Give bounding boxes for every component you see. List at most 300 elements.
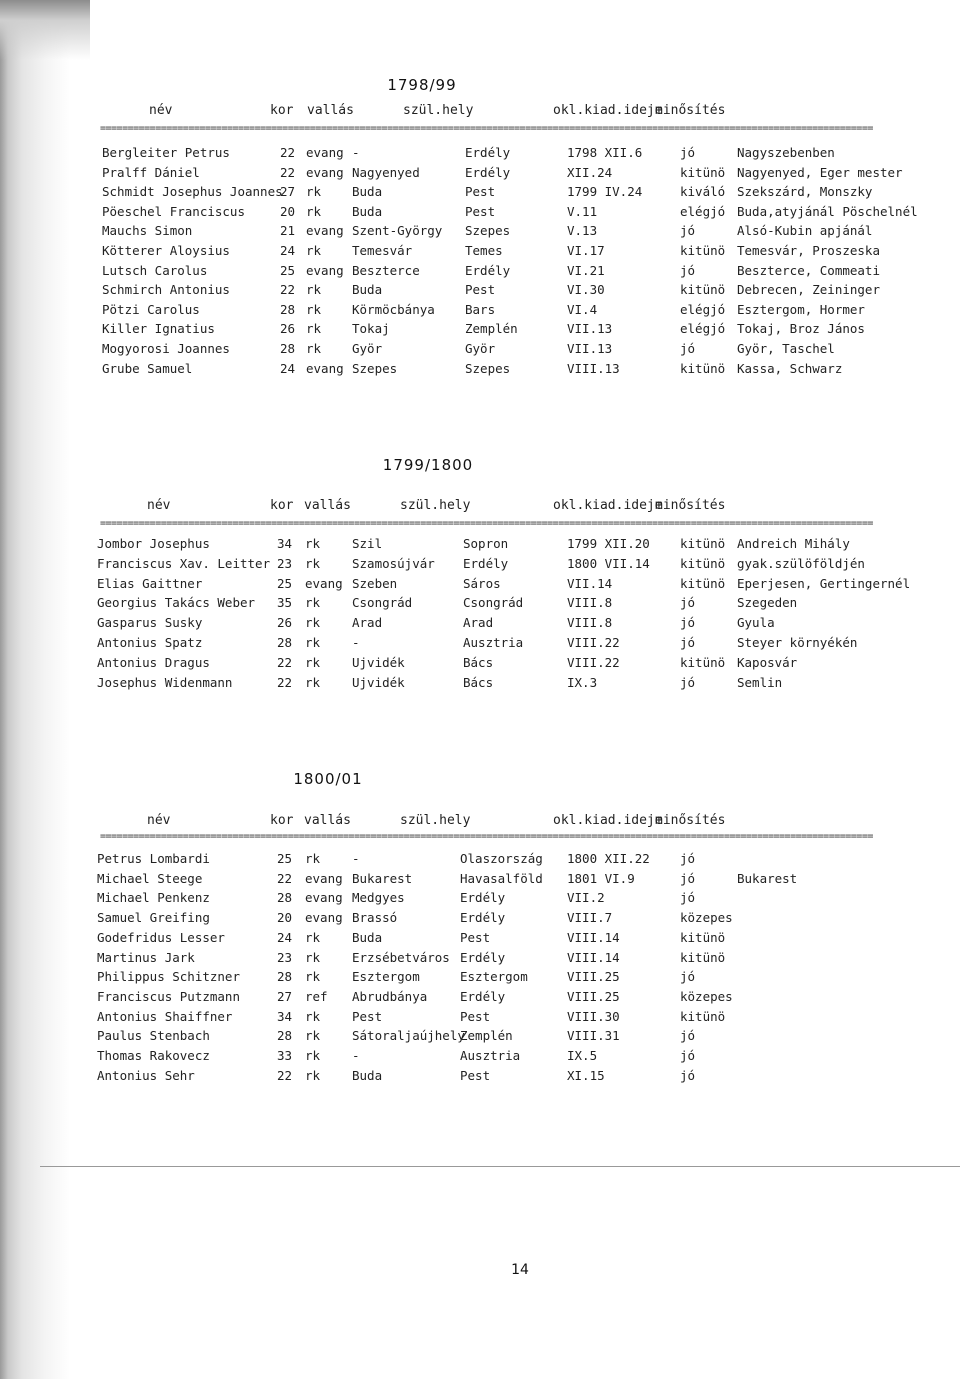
cell-note: Nagyszebenben (737, 145, 835, 160)
cell-religion: rk (305, 635, 321, 650)
cell-note: Esztergom, Hormer (737, 302, 865, 317)
cell-rating: jó (680, 341, 696, 356)
cell-county: Erdély (463, 556, 509, 571)
cell-county: Csongrád (463, 595, 524, 610)
cell-rating: jó (680, 595, 696, 610)
cell-religion: rk (305, 851, 321, 866)
cell-age: 28 (277, 969, 293, 984)
cell-county: Erdély (460, 890, 506, 905)
cell-name: Mauchs Simon (102, 223, 193, 238)
table-row (0, 244, 960, 260)
table-row (0, 891, 960, 907)
table-row (0, 264, 960, 280)
cell-issue-date: VIII.22 (567, 655, 620, 670)
table-row (0, 852, 960, 868)
cell-name: Mogyorosi Joannes (102, 341, 230, 356)
table-row (0, 185, 960, 201)
cell-name: Michael Penkenz (97, 890, 210, 905)
header-religion: vallás (304, 813, 351, 828)
cell-name: Jombor Josephus (97, 536, 210, 551)
cell-county: Pest (465, 184, 496, 199)
table-row (0, 205, 960, 221)
cell-issue-date: VIII.8 (567, 615, 613, 630)
cell-name: Killer Ignatius (102, 321, 215, 336)
cell-issue-date: VI.4 (567, 302, 598, 317)
cell-age: 27 (280, 184, 296, 199)
cell-birthplace: Szamosújvár (352, 556, 435, 571)
cell-religion: rk (305, 930, 321, 945)
cell-issue-date: VIII.25 (567, 989, 620, 1004)
cell-rating: elégjó (680, 302, 726, 317)
cell-note: Kassa, Schwarz (737, 361, 843, 376)
cell-rating: jó (680, 1068, 696, 1083)
cell-name: Schmidt Josephus Joannes (102, 184, 283, 199)
table-row (0, 1049, 960, 1065)
header-age: kor (270, 498, 294, 513)
cell-age: 20 (280, 204, 296, 219)
cell-birthplace: Beszterce (352, 263, 420, 278)
corner-shadow (0, 0, 90, 60)
header-issue-date: okl.kiad.ideje (553, 498, 663, 513)
cell-issue-date: VIII.25 (567, 969, 620, 984)
table-row (0, 342, 960, 358)
cell-religion: rk (305, 1068, 321, 1083)
cell-name: Schmirch Antonius (102, 282, 230, 297)
cell-county: Pest (460, 1068, 491, 1083)
cell-issue-date: VIII.8 (567, 595, 613, 610)
cell-rating: jó (680, 223, 696, 238)
cell-religion: evang (306, 145, 344, 160)
cell-birthplace: Buda (352, 1068, 383, 1083)
cell-religion: rk (305, 1009, 321, 1024)
cell-county: Erdély (460, 950, 506, 965)
cell-note: Alsó-Kubin apjánál (737, 223, 873, 238)
cell-county: Bars (465, 302, 496, 317)
cell-county: Györ (465, 341, 496, 356)
cell-issue-date: VIII.7 (567, 910, 613, 925)
cell-birthplace: Abrudbánya (352, 989, 428, 1004)
cell-religion: rk (305, 595, 321, 610)
cell-religion: evang (306, 263, 344, 278)
cell-rating: jó (680, 1048, 696, 1063)
cell-county: Pest (460, 1009, 491, 1024)
cell-religion: evang (306, 223, 344, 238)
cell-rating: kiváló (680, 184, 726, 199)
cell-rating: kitünö (680, 930, 726, 945)
cell-issue-date: VII.13 (567, 321, 613, 336)
cell-issue-date: 1798 XII.6 (567, 145, 643, 160)
cell-county: Erdély (460, 910, 506, 925)
cell-age: 28 (280, 341, 296, 356)
cell-religion: rk (305, 969, 321, 984)
cell-county: Erdély (465, 165, 511, 180)
cell-religion: rk (306, 282, 322, 297)
cell-rating: kitünö (680, 655, 726, 670)
cell-age: 26 (277, 615, 293, 630)
cell-issue-date: VIII.13 (567, 361, 620, 376)
cell-birthplace: Pest (352, 1009, 383, 1024)
cell-religion: rk (305, 1048, 321, 1063)
table-row (0, 166, 960, 182)
cell-county: Sáros (463, 576, 501, 591)
cell-religion: evang (305, 871, 343, 886)
cell-name: Antonius Sehr (97, 1068, 195, 1083)
cell-age: 21 (280, 223, 296, 238)
cell-name: Michael Steege (97, 871, 203, 886)
cell-issue-date: IX.3 (567, 675, 598, 690)
cell-birthplace: Nagyenyed (352, 165, 420, 180)
cell-rating: közepes (680, 989, 733, 1004)
header-religion: vallás (307, 103, 354, 118)
cell-name: Pötzi Carolus (102, 302, 200, 317)
section-title: 1800/01 (293, 770, 363, 788)
cell-birthplace: Ujvidék (352, 675, 405, 690)
cell-name: Bergleiter Petrus (102, 145, 230, 160)
cell-name: Lutsch Carolus (102, 263, 208, 278)
table-row (0, 1029, 960, 1045)
cell-note: Steyer környékén (737, 635, 858, 650)
cell-note: Semlin (737, 675, 783, 690)
cell-birthplace: Buda (352, 282, 383, 297)
cell-birthplace: Buda (352, 930, 383, 945)
cell-county: Sopron (463, 536, 509, 551)
cell-religion: rk (306, 341, 322, 356)
cell-name: Thomas Rakovecz (97, 1048, 210, 1063)
header-age: kor (270, 813, 294, 828)
cell-county: Ausztria (463, 635, 524, 650)
cell-rating: közepes (680, 910, 733, 925)
cell-birthplace: - (352, 851, 360, 866)
table-row (0, 990, 960, 1006)
cell-county: Zemplén (460, 1028, 513, 1043)
cell-issue-date: V.11 (567, 204, 598, 219)
cell-religion: rk (306, 321, 322, 336)
table-row (0, 283, 960, 299)
cell-name: Georgius Takács Weber (97, 595, 256, 610)
cell-age: 28 (277, 890, 293, 905)
cell-name: Philippus Schitzner (97, 969, 240, 984)
cell-county: Pest (465, 204, 496, 219)
table-row (0, 362, 960, 378)
header-issue-date: okl.kiad.ideje (553, 813, 663, 828)
cell-note: Tokaj, Broz János (737, 321, 865, 336)
table-row (0, 970, 960, 986)
cell-age: 25 (280, 263, 296, 278)
cell-religion: rk (305, 950, 321, 965)
cell-age: 28 (277, 635, 293, 650)
cell-birthplace: Györ (352, 341, 383, 356)
cell-rating: kitünö (680, 165, 726, 180)
cell-issue-date: VII.2 (567, 890, 605, 905)
cell-religion: rk (305, 675, 321, 690)
cell-rating: kitünö (680, 1009, 726, 1024)
header-religion: vallás (304, 498, 351, 513)
cell-issue-date: VI.21 (567, 263, 605, 278)
cell-rating: kitünö (680, 282, 726, 297)
cell-name: Franciscus Xav. Leitter (97, 556, 271, 571)
cell-issue-date: VII.14 (567, 576, 613, 591)
cell-rating: kitünö (680, 243, 726, 258)
cell-religion: ref (305, 989, 328, 1004)
table-row (0, 557, 960, 573)
double-rule: ============================================================================================================================================ (100, 518, 873, 529)
cell-county: Zemplén (465, 321, 518, 336)
cell-issue-date: VIII.22 (567, 635, 620, 650)
cell-birthplace: Szeben (352, 576, 398, 591)
cell-age: 22 (280, 282, 296, 297)
table-row (0, 596, 960, 612)
header-name: név (149, 103, 173, 118)
cell-county: Pest (460, 930, 491, 945)
cell-county: Bács (463, 655, 494, 670)
cell-name: Pöeschel Franciscus (102, 204, 245, 219)
cell-religion: rk (305, 655, 321, 670)
cell-issue-date: VI.17 (567, 243, 605, 258)
cell-age: 22 (277, 655, 293, 670)
table-row (0, 676, 960, 692)
cell-rating: jó (680, 675, 696, 690)
cell-note: Beszterce, Commeati (737, 263, 880, 278)
cell-name: Samuel Greifing (97, 910, 210, 925)
cell-birthplace: Szil (352, 536, 383, 551)
cell-name: Antonius Spatz (97, 635, 203, 650)
cell-note: Szekszárd, Monszky (737, 184, 873, 199)
cell-rating: jó (680, 1028, 696, 1043)
cell-religion: evang (306, 165, 344, 180)
cell-age: 23 (277, 950, 293, 965)
cell-age: 23 (277, 556, 293, 571)
cell-county: Erdély (465, 145, 511, 160)
cell-name: Josephus Widenmann (97, 675, 233, 690)
cell-religion: rk (306, 204, 322, 219)
cell-birthplace: Szepes (352, 361, 398, 376)
cell-age: 34 (277, 536, 293, 551)
cell-birthplace: Esztergom (352, 969, 420, 984)
cell-issue-date: 1800 XII.22 (567, 851, 650, 866)
cell-birthplace: Erzsébetváros (352, 950, 450, 965)
table-row (0, 636, 960, 652)
cell-name: Elias Gaittner (97, 576, 203, 591)
cell-county: Arad (463, 615, 494, 630)
cell-issue-date: VIII.31 (567, 1028, 620, 1043)
cell-age: 25 (277, 576, 293, 591)
cell-rating: elégjó (680, 321, 726, 336)
cell-age: 27 (277, 989, 293, 1004)
table-row (0, 872, 960, 888)
table-row (0, 146, 960, 162)
page-number: 14 (511, 1262, 529, 1278)
cell-birthplace: Körmöcbánya (352, 302, 435, 317)
cell-age: 22 (280, 165, 296, 180)
cell-religion: rk (306, 302, 322, 317)
cell-name: Antonius Dragus (97, 655, 210, 670)
header-rating: minősítés (655, 498, 726, 513)
cell-rating: jó (680, 969, 696, 984)
cell-name: Grube Samuel (102, 361, 193, 376)
cell-issue-date: XI.15 (567, 1068, 605, 1083)
cell-religion: evang (305, 910, 343, 925)
cell-name: Godefridus Lesser (97, 930, 225, 945)
cell-rating: elégjó (680, 204, 726, 219)
cell-name: Franciscus Putzmann (97, 989, 240, 1004)
cell-note: Debrecen, Zeininger (737, 282, 880, 297)
cell-county: Erdély (460, 989, 506, 1004)
cell-note: Buda,atyjánál Pöschelnél (737, 204, 918, 219)
table-row (0, 537, 960, 553)
cell-issue-date: IX.5 (567, 1048, 598, 1063)
cell-age: 28 (277, 1028, 293, 1043)
cell-age: 33 (277, 1048, 293, 1063)
cell-age: 22 (277, 675, 293, 690)
cell-birthplace: Ujvidék (352, 655, 405, 670)
cell-birthplace: Buda (352, 204, 383, 219)
cell-note: Szegeden (737, 595, 798, 610)
cell-note: Nagyenyed, Eger mester (737, 165, 903, 180)
table-row (0, 1010, 960, 1026)
cell-county: Erdély (465, 263, 511, 278)
cell-birthplace: Sátoraljaújhely (352, 1028, 465, 1043)
cell-issue-date: VI.30 (567, 282, 605, 297)
table-row (0, 224, 960, 240)
cell-county: Olaszország (460, 851, 543, 866)
cell-county: Temes (465, 243, 503, 258)
cell-birthplace: Brassó (352, 910, 398, 925)
cell-issue-date: XII.24 (567, 165, 613, 180)
cell-religion: rk (305, 536, 321, 551)
cell-rating: kitünö (680, 536, 726, 551)
cell-religion: evang (305, 890, 343, 905)
cell-name: Kötterer Aloysius (102, 243, 230, 258)
cell-name: Antonius Shaiffner (97, 1009, 233, 1024)
cell-religion: rk (306, 243, 322, 258)
header-rating: minősítés (655, 813, 726, 828)
cell-age: 26 (280, 321, 296, 336)
cell-issue-date: VII.13 (567, 341, 613, 356)
cell-rating: jó (680, 145, 696, 160)
cell-county: Ausztria (460, 1048, 521, 1063)
cell-name: Paulus Stenbach (97, 1028, 210, 1043)
table-row (0, 1069, 960, 1085)
cell-rating: jó (680, 890, 696, 905)
section-title: 1799/1800 (382, 456, 474, 474)
cell-birthplace: Medgyes (352, 890, 405, 905)
table-row (0, 322, 960, 338)
cell-age: 28 (280, 302, 296, 317)
cell-age: 24 (277, 930, 293, 945)
cell-county: Pest (465, 282, 496, 297)
cell-rating: jó (680, 871, 696, 886)
cell-note: Temesvár, Proszeska (737, 243, 880, 258)
cell-rating: kitünö (680, 556, 726, 571)
cell-county: Havasalföld (460, 871, 543, 886)
cell-birthplace: Arad (352, 615, 383, 630)
table-row (0, 577, 960, 593)
cell-birthplace: - (352, 635, 360, 650)
cell-age: 34 (277, 1009, 293, 1024)
cell-age: 22 (277, 1068, 293, 1083)
cell-name: Martinus Jark (97, 950, 195, 965)
table-row (0, 303, 960, 319)
cell-issue-date: 1799 XII.20 (567, 536, 650, 551)
cell-rating: kitünö (680, 576, 726, 591)
section-title: 1798/99 (387, 76, 457, 94)
cell-age: 35 (277, 595, 293, 610)
cell-religion: rk (305, 556, 321, 571)
cell-name: Petrus Lombardi (97, 851, 210, 866)
cell-age: 20 (277, 910, 293, 925)
cell-note: Kaposvár (737, 655, 798, 670)
cell-issue-date: 1799 IV.24 (567, 184, 643, 199)
table-row (0, 911, 960, 927)
cell-rating: jó (680, 851, 696, 866)
cell-religion: evang (306, 361, 344, 376)
cell-age: 24 (280, 243, 296, 258)
header-rating: minősítés (655, 103, 726, 118)
cell-rating: kitünö (680, 950, 726, 965)
cell-county: Szepes (465, 361, 511, 376)
cell-religion: rk (305, 615, 321, 630)
cell-birthplace: - (352, 145, 360, 160)
cell-county: Esztergom (460, 969, 528, 984)
cell-religion: rk (306, 184, 322, 199)
cell-name: Gasparus Susky (97, 615, 203, 630)
cell-note: gyak.szülöföldjén (737, 556, 865, 571)
double-rule: ============================================================================================================================================ (100, 831, 873, 842)
cell-rating: jó (680, 635, 696, 650)
header-name: név (147, 813, 171, 828)
cell-issue-date: V.13 (567, 223, 598, 238)
double-rule: ============================================================================================================================================ (100, 123, 873, 134)
header-birthplace: szül.hely (400, 813, 471, 828)
cell-religion: rk (305, 1028, 321, 1043)
header-birthplace: szül.hely (403, 103, 474, 118)
cell-issue-date: VIII.14 (567, 950, 620, 965)
cell-note: Györ, Taschel (737, 341, 835, 356)
table-row (0, 931, 960, 947)
cell-rating: jó (680, 263, 696, 278)
header-issue-date: okl.kiad.ideje (553, 103, 663, 118)
cell-rating: kitünö (680, 361, 726, 376)
cell-age: 22 (280, 145, 296, 160)
header-age: kor (270, 103, 294, 118)
cell-birthplace: Bukarest (352, 871, 413, 886)
cell-note: Andreich Mihály (737, 536, 850, 551)
cell-issue-date: VIII.30 (567, 1009, 620, 1024)
table-row (0, 656, 960, 672)
cell-note: Bukarest (737, 871, 798, 886)
table-row (0, 951, 960, 967)
cell-name: Pralff Dániel (102, 165, 200, 180)
cell-age: 24 (280, 361, 296, 376)
cell-birthplace: Temesvár (352, 243, 413, 258)
cell-county: Szepes (465, 223, 511, 238)
cell-issue-date: 1801 VI.9 (567, 871, 635, 886)
cell-birthplace: Tokaj (352, 321, 390, 336)
cell-issue-date: 1800 VII.14 (567, 556, 650, 571)
header-birthplace: szül.hely (400, 498, 471, 513)
cell-county: Bács (463, 675, 494, 690)
header-name: név (147, 498, 171, 513)
cell-age: 22 (277, 871, 293, 886)
page-bottom-rule (40, 1166, 960, 1167)
table-row (0, 616, 960, 632)
cell-birthplace: Buda (352, 184, 383, 199)
cell-age: 25 (277, 851, 293, 866)
cell-issue-date: VIII.14 (567, 930, 620, 945)
cell-note: Eperjesen, Gertingernél (737, 576, 911, 591)
cell-religion: evang (305, 576, 343, 591)
cell-birthplace: Csongrád (352, 595, 413, 610)
